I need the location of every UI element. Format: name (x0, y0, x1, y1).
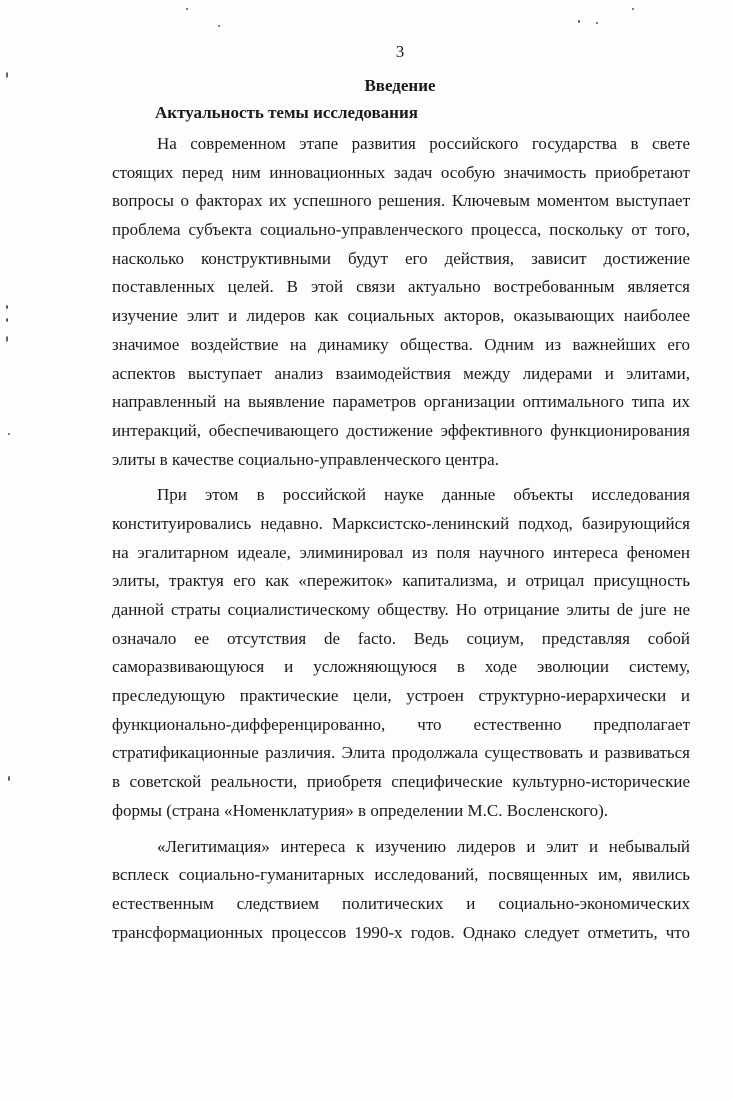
text-line: При этом в российской науке данные объекты исследования (157, 485, 690, 505)
scan-speck (6, 305, 8, 309)
text-line: насколько конструктивными будут его действия, зависит достижение (112, 248, 690, 268)
text-line: интеракций, обеспечивающего достижение эффективного функционирования (112, 420, 690, 440)
page-number: 3 (395, 42, 405, 61)
scan-speck (218, 25, 220, 27)
scan-speck (186, 8, 188, 10)
text-line: на эгалитарном идеале, элиминировал из поля научного интереса феномен (112, 542, 690, 562)
text-line: естественным следствием политических и социально-экономических (112, 893, 690, 913)
text-line: «Легитимация» интереса к изучению лидеров и элит и небывалый (157, 836, 690, 856)
text-line: трансформационных процессов 1990-х годов. Однако следует отметить, что (112, 922, 690, 942)
body-text (112, 130, 690, 947)
text-line: вопросы о факторах их успешного решения. Ключевым моментом выступает (112, 191, 690, 211)
text-line: всплеск социально-гуманитарных исследований, посвященных им, явились (112, 865, 690, 885)
scan-speck (578, 20, 580, 23)
text-line: поставленных целей. В этой связи актуально востребованным является (112, 277, 690, 297)
text-line: аспектов выступает анализ взаимодействия между лидерами и элитами, (112, 363, 690, 383)
scan-speck (6, 318, 8, 322)
text-line: означало ее отсутствия de facto. Ведь социум, представляя собой (112, 628, 690, 648)
text-line: элиты в качестве социально-управленческого центра. (112, 449, 499, 469)
paragraph-gap (112, 474, 690, 481)
scan-speck (8, 433, 10, 435)
text-line: в советской реальности, приобретя специфические культурно-исторические (112, 772, 690, 792)
text-line: стоящих перед ним инновационных задач особую значимость приобретают (112, 162, 690, 182)
text-line: проблема субъекта социально-управленческого процесса, поскольку от того, (112, 220, 690, 240)
text-line: элиты, трактуя его как «пережиток» капитализма, и отрицал присущность (112, 571, 690, 591)
text-line: стратификационные различия. Элита продолжала существовать и развиваться (112, 743, 690, 763)
text-line: изучение элит и лидеров как социальных акторов, оказывающих наиболее (112, 306, 690, 326)
text-line: данной страты социалистическому обществу. Но отрицание элиты de jure не (112, 600, 690, 619)
text-line: преследующую практические цели, устроен структурно-иерархически и (112, 686, 690, 706)
text-line: направленный на выявление параметров организации оптимального типа их (112, 392, 690, 412)
paragraph-gap (112, 826, 690, 833)
section-subheading: Актуальность темы исследования (155, 103, 418, 122)
scan-speck (596, 22, 598, 24)
text-line: конституировались недавно. Марксистско-ленинский подход, базирующийся (112, 513, 690, 533)
scan-speck (6, 336, 8, 342)
text-line: функционально-дифференцированно, что естественно предполагает (112, 714, 690, 734)
section-heading: Введение (364, 76, 436, 95)
text-line: саморазвивающуюся и усложняющуюся в ходе эволюции систему, (112, 657, 690, 677)
scan-speck (8, 776, 10, 781)
text-line: На современном этапе развития российского государства в свете (157, 134, 690, 153)
scan-speck (632, 8, 634, 10)
text-line: значимое воздействие на динамику общества. Одним из важнейших его (112, 334, 690, 354)
text-line: формы (страна «Номенклатурия» в определении М.С. Восленского). (112, 800, 609, 820)
